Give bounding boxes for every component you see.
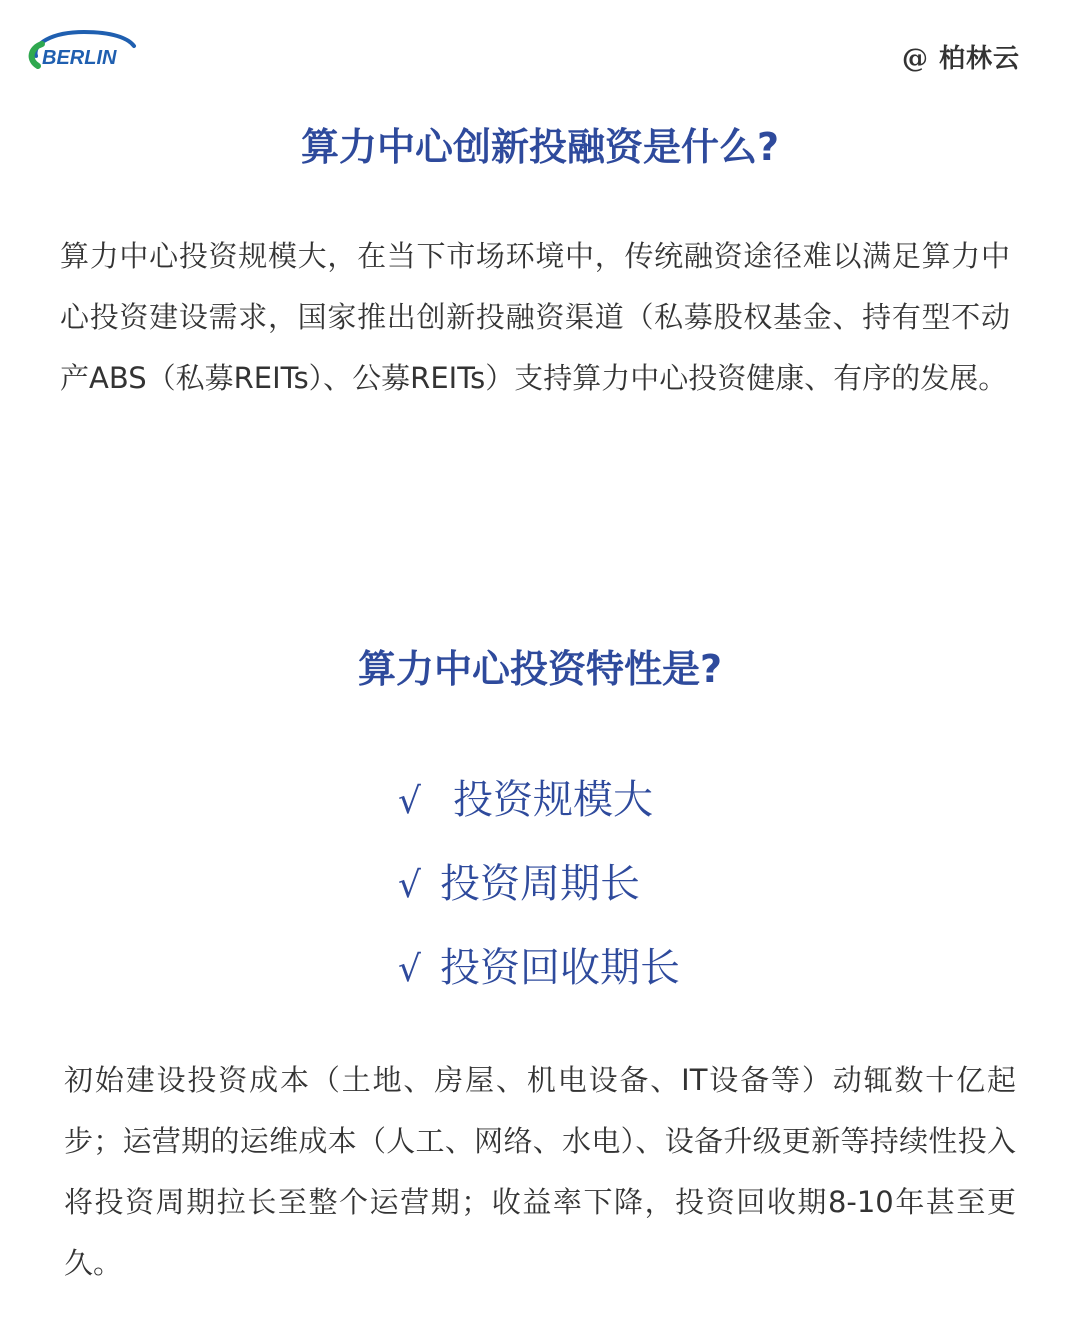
header	[0, 0, 1080, 100]
checkmark-icon: √	[398, 949, 421, 990]
checkmark-icon: √	[398, 865, 421, 906]
feature-label: 投资周期长	[440, 861, 640, 907]
section-title-characteristics: 算力中心投资特性是?	[357, 647, 723, 691]
checkmark-icon: √	[398, 781, 421, 822]
feature-item	[398, 936, 680, 1006]
feature-label: 投资回收期长	[440, 945, 680, 991]
intro-paragraph: 算力中心投资规模大，在当下市场环境中，传统融资途径难以满足算力中心投资建设需求，国家推出创新投融资渠道（私募股权基金、持有型不动产ABS（私募REITs）、公募REITs）支持算力中心投资健康、有序的发展。	[60, 239, 1010, 395]
detail-paragraph: 初始建设投资成本（土地、房屋、机电设备、IT设备等）动辄数十亿起步；运营期的运维成本（人工、网络、水电）、设备升级更新等持续性投入将投资周期拉长至整个运营期；收益率下降，投资回收期8-10年甚至更久。	[64, 1063, 1016, 1280]
berlin-logo	[22, 26, 142, 72]
feature-label: 投资规模大	[453, 777, 653, 823]
account-handle: @ 柏林云	[901, 44, 1020, 74]
feature-item	[398, 768, 653, 838]
feature-item	[398, 852, 640, 922]
logo-wordmark: BERLIN	[42, 47, 117, 69]
section-title-what-is: 算力中心创新投融资是什么?	[300, 125, 780, 169]
